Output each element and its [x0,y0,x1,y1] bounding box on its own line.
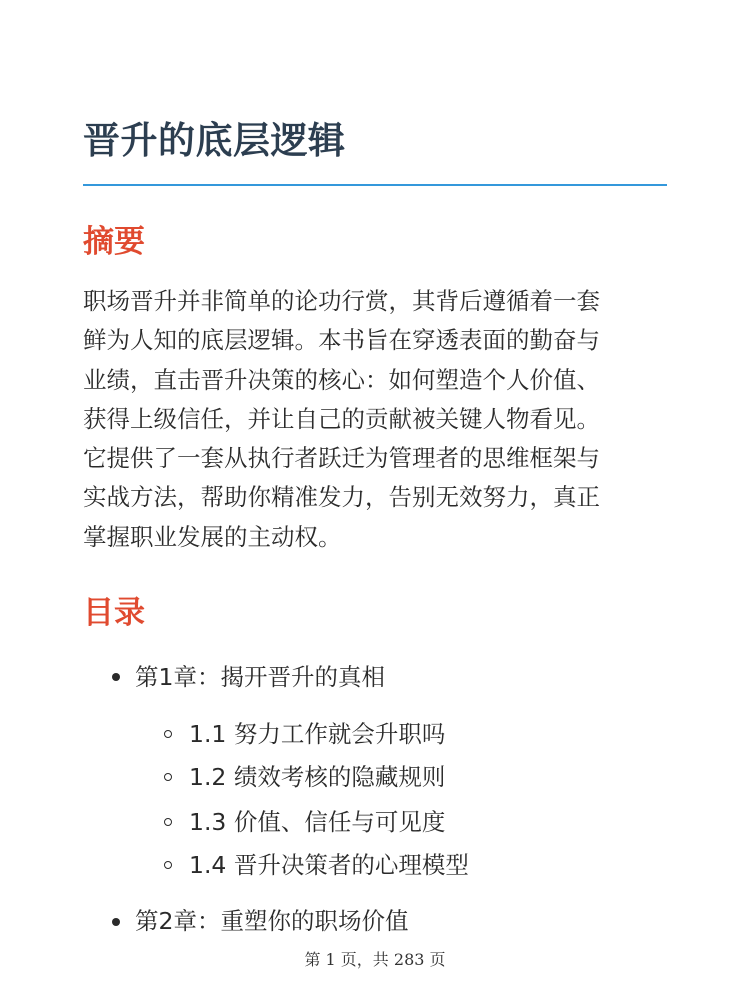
abstract-line: 掌握职业发展的主动权。 [83,522,342,551]
bullet-circle-icon [164,861,172,869]
abstract-line: 鲜为人知的底层逻辑。本书旨在穿透表面的勤奋与 [83,326,600,355]
bullet-circle-icon [164,818,172,826]
bullet-disc-icon [112,918,120,926]
toc-heading: 目录 [83,595,145,631]
abstract-heading: 摘要 [83,224,145,260]
abstract-line: 它提供了一套从执行者跃迁为管理者的思维框架与 [83,444,600,473]
abstract-line: 职场晋升并非简单的论功行赏，其背后遵循着一套 [83,287,600,315]
toc-section[interactable]: 1.4 晋升决策者的心理模型 [189,851,469,879]
abstract-line: 获得上级信任，并让自己的贡献被关键人物看见。 [83,404,600,433]
toc-chapter-1[interactable]: 第1章：揭开晋升的真相 [135,663,385,691]
toc-section[interactable]: 1.1 努力工作就会升职吗 [189,720,446,748]
title-divider [83,184,667,186]
abstract-line: 实战方法，帮助你精准发力，告别无效努力，真正 [83,483,600,512]
abstract-line: 业绩，直击晋升决策的核心：如何塑造个人价值、 [83,365,600,394]
document-title: 晋升的底层逻辑 [83,119,346,162]
bullet-circle-icon [164,730,172,738]
abstract-paragraph [83,282,673,557]
toc-section[interactable]: 1.3 价值、信任与可见度 [189,808,446,836]
toc-section[interactable]: 1.2 绩效考核的隐藏规则 [189,763,446,791]
bullet-disc-icon [112,673,120,681]
page-footer: 第 1 页，共 283 页 [304,950,446,969]
bullet-circle-icon [164,773,172,781]
toc-chapter-2[interactable]: 第2章：重塑你的职场价值 [135,907,409,935]
